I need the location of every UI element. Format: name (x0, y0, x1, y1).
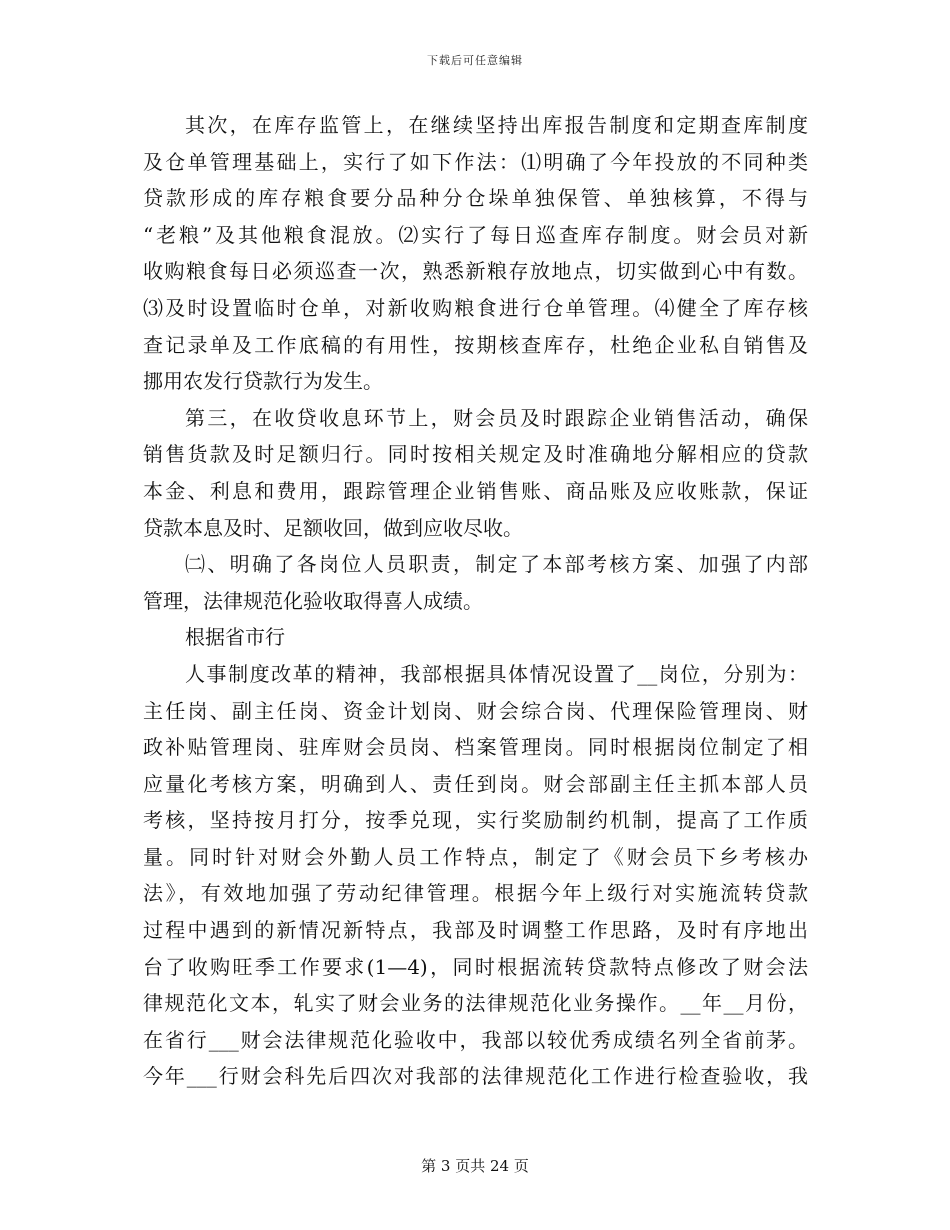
text-line: 在省行___财会法律规范化验收中，我部以较优秀成绩名列全省前茅。 (143, 1027, 808, 1052)
text-line: 贷款形成的库存粮食要分品种分仓垛单独保管、单独核算，不得与 (143, 186, 808, 211)
text-line: 政补贴管理岗、驻库财会员岗、档案管理岗。同时根据岗位制定了相 (143, 735, 808, 760)
text-line: 查记录单及工作底稿的有用性，按期核查库存，杜绝企业私自销售及 (143, 332, 808, 357)
text-line: 台了收购旺季工作要求(1—4)，同时根据流转贷款特点修改了财会法 (143, 954, 808, 979)
text-line: 及仓单管理基础上，实行了如下作法：⑴明确了今年投放的不同种类 (143, 149, 808, 174)
text-line: 法》，有效地加强了劳动纪律管理。根据今年上级行对实施流转贷款 (143, 881, 808, 906)
text-line: 主任岗、副主任岗、资金计划岗、财会综合岗、代理保险管理岗、财 (143, 698, 808, 723)
text-line: 根据省市行 (185, 625, 285, 650)
text-line: 应量化考核方案，明确到人、责任到岗。财会部副主任主抓本部人员 (143, 771, 808, 796)
text-line: ⑶及时设置临时仓单，对新收购粮食进行仓单管理。⑷健全了库存核 (143, 295, 808, 320)
text-line: 收购粮食每日必须巡查一次，熟悉新粮存放地点，切实做到心中有数。 (143, 259, 808, 284)
document-body (143, 107, 808, 1095)
text-line: “老粮”及其他粮食混放。⑵实行了每日巡查库存制度。财会员对新 (143, 222, 808, 247)
text-line: 本金、利息和费用，跟踪管理企业销售账、商品账及应收账款，保证 (143, 478, 808, 503)
page-header: 下载后可任意编辑 (427, 54, 523, 67)
text-line: 其次，在库存监管上，在继续坚持出库报告制度和定期查库制度 (185, 113, 808, 137)
text-line: 量。同时针对财会外勤人员工作特点，制定了《财会员下乡考核办 (143, 844, 808, 869)
text-line: ㈡、明确了各岗位人员职责，制定了本部考核方案、加强了内部 (185, 552, 808, 577)
page-footer: 第 3 页共 24 页 (421, 1157, 529, 1175)
text-line: 今年___行财会科先后四次对我部的法律规范化工作进行检查验收，我 (143, 1064, 808, 1089)
text-line: 律规范化文本，轧实了财会业务的法律规范化业务操作。__年__月份， (143, 991, 808, 1016)
text-line: 挪用农发行贷款行为发生。 (143, 369, 383, 394)
text-line: 过程中遇到的新情况新特点，我部及时调整工作思路，及时有序地出 (143, 918, 808, 943)
text-line: 人事制度改革的精神，我部根据具体情况设置了__岗位，分别为： (185, 661, 808, 686)
text-line: 贷款本息及时、足额收回，做到应收尽收。 (143, 515, 523, 540)
text-line: 考核，坚持按月打分，按季兑现，实行奖励制约机制，提高了工作质 (143, 808, 808, 833)
text-line: 销售货款及时足额归行。同时按相关规定及时准确地分解相应的贷款 (143, 442, 808, 467)
text-line: 第三，在收贷收息环节上，财会员及时跟踪企业销售活动，确保 (185, 405, 808, 430)
text-line: 管理，法律规范化验收取得喜人成绩。 (143, 588, 483, 613)
